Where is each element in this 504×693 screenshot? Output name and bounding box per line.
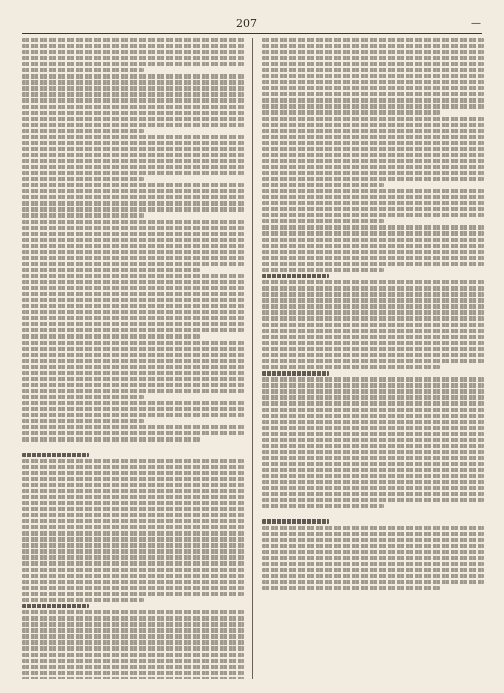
text-line [22, 665, 244, 669]
text-line [22, 195, 244, 199]
running-header [22, 16, 482, 30]
text-line [22, 322, 244, 326]
text-line [22, 310, 244, 314]
text-line [262, 238, 484, 242]
paragraph [22, 341, 244, 399]
text-line [262, 195, 484, 199]
text-line [262, 504, 384, 508]
text-line [22, 598, 144, 602]
text-line [262, 580, 484, 584]
text-line [22, 220, 244, 224]
text-line [22, 316, 244, 320]
text-line [22, 129, 144, 133]
text-line [22, 213, 144, 217]
text-line [22, 268, 200, 272]
text-line [262, 395, 484, 399]
paragraph [22, 604, 244, 679]
paragraph [22, 274, 244, 339]
left-article [22, 604, 244, 679]
text-line [262, 365, 440, 369]
text-line [262, 129, 484, 133]
paragraph [22, 38, 244, 72]
text-line [262, 298, 484, 302]
text-line [262, 444, 484, 448]
text-line [22, 244, 244, 248]
text-line [262, 86, 484, 90]
text-line [262, 207, 484, 211]
text-line [262, 62, 484, 66]
paragraph [262, 225, 484, 271]
text-line [262, 123, 484, 127]
text-line [262, 329, 484, 333]
text-line [262, 486, 484, 490]
text-line [262, 135, 484, 139]
text-line [262, 574, 484, 578]
text-line [262, 280, 484, 284]
text-line [22, 616, 244, 620]
text-line [262, 468, 484, 472]
text-line [22, 262, 244, 266]
text-line [22, 459, 244, 463]
text-line [22, 250, 244, 254]
text-line [22, 610, 244, 614]
text-line [22, 507, 244, 511]
right-article [262, 519, 484, 599]
text-line [262, 438, 484, 442]
text-line [262, 347, 484, 351]
text-line [22, 371, 244, 375]
text-line [262, 426, 484, 430]
text-line [22, 477, 244, 481]
text-line [22, 407, 244, 411]
text-line [22, 171, 244, 175]
text-line [22, 298, 244, 302]
text-line [262, 159, 484, 163]
text-line [22, 256, 244, 260]
text-line [22, 513, 244, 517]
text-line [262, 538, 484, 542]
text-line [22, 304, 244, 308]
text-line [22, 44, 244, 48]
text-line [262, 50, 484, 54]
text-line [22, 671, 244, 675]
paragraph [22, 183, 244, 217]
text-line [262, 556, 484, 560]
text-line [262, 568, 484, 572]
text-line [22, 383, 244, 387]
text-line [262, 544, 484, 548]
left-article [22, 38, 244, 399]
text-line [22, 431, 244, 435]
text-line [22, 525, 244, 529]
text-line [22, 328, 244, 332]
text-line [22, 80, 244, 84]
text-line [22, 568, 244, 572]
header-mark: — [471, 17, 482, 29]
paragraph [22, 74, 244, 132]
text-line [22, 135, 244, 139]
text-line [22, 519, 244, 523]
article-signature [262, 592, 482, 599]
text-line [262, 250, 484, 254]
text-line [262, 141, 484, 145]
text-line [262, 74, 484, 78]
text-line [262, 383, 484, 387]
text-line [262, 165, 484, 169]
text-line [22, 555, 244, 559]
text-line [22, 419, 144, 423]
text-line [262, 153, 484, 157]
text-line [22, 147, 244, 151]
text-line [22, 471, 244, 475]
article-heading [262, 371, 329, 376]
text-line [262, 98, 484, 102]
text-line [262, 316, 484, 320]
paragraph [22, 401, 244, 423]
text-line [22, 341, 244, 345]
text-line [22, 401, 244, 405]
text-line [22, 50, 244, 54]
text-line [22, 117, 244, 121]
text-line [262, 341, 484, 345]
article-heading [22, 453, 89, 458]
article-signature [22, 444, 242, 451]
text-line [22, 292, 244, 296]
text-line [22, 437, 200, 441]
text-line [22, 274, 244, 278]
text-line [262, 213, 484, 217]
text-line [22, 543, 244, 547]
text-line [262, 244, 484, 248]
paragraph [22, 425, 244, 441]
text-line [22, 389, 244, 393]
right-article [262, 38, 484, 272]
text-line [262, 401, 484, 405]
text-line [262, 414, 484, 418]
text-line [22, 659, 244, 663]
text-line [262, 420, 484, 424]
text-line [22, 232, 244, 236]
text-line [22, 537, 244, 541]
paragraph [262, 274, 484, 369]
text-line [262, 268, 384, 272]
text-line [262, 492, 484, 496]
text-line [22, 286, 244, 290]
text-line [22, 56, 244, 60]
text-line [262, 323, 484, 327]
text-line [22, 38, 244, 42]
text-line [262, 38, 484, 42]
column-divider [252, 38, 253, 679]
text-line [262, 335, 484, 339]
text-line [22, 141, 244, 145]
right-article [262, 274, 484, 369]
text-line [262, 480, 484, 484]
text-line [22, 640, 244, 644]
text-line [262, 117, 484, 121]
text-line [22, 377, 244, 381]
paragraph [262, 519, 484, 590]
text-line [262, 462, 484, 466]
text-line [22, 359, 244, 363]
text-line [22, 68, 144, 72]
text-line [262, 171, 484, 175]
text-line [262, 147, 484, 151]
text-line [262, 183, 384, 187]
text-line [262, 432, 484, 436]
text-line [262, 532, 484, 536]
text-line [262, 456, 484, 460]
text-line [22, 495, 244, 499]
text-line [22, 165, 244, 169]
text-line [22, 622, 244, 626]
text-line [262, 56, 484, 60]
text-line [22, 105, 244, 109]
text-line [22, 111, 244, 115]
text-line [22, 549, 244, 553]
text-line [262, 231, 484, 235]
paragraph [22, 453, 244, 602]
paragraph [262, 189, 484, 223]
text-line [262, 286, 484, 290]
text-line [262, 110, 440, 114]
text-line [262, 450, 484, 454]
text-line [262, 80, 484, 84]
text-line [262, 359, 484, 363]
text-line [262, 104, 484, 108]
text-line [22, 74, 244, 78]
text-line [262, 262, 484, 266]
text-line [22, 92, 244, 96]
text-line [22, 226, 244, 230]
text-line [262, 586, 440, 590]
text-line [262, 389, 484, 393]
text-line [22, 280, 244, 284]
text-line [262, 44, 484, 48]
text-line [262, 474, 484, 478]
text-line [22, 531, 244, 535]
text-line [22, 98, 244, 102]
paragraph [22, 135, 244, 181]
text-line [22, 183, 244, 187]
paragraph [262, 38, 484, 115]
text-line [262, 292, 484, 296]
article-heading [22, 604, 89, 609]
paragraph [22, 220, 244, 272]
text-line [262, 92, 484, 96]
text-line [262, 526, 484, 530]
text-line [22, 483, 244, 487]
text-line [262, 408, 484, 412]
header-rule [22, 33, 482, 34]
text-line [22, 334, 200, 338]
text-line [22, 592, 244, 596]
text-line [22, 634, 244, 638]
text-line [22, 347, 244, 351]
left-article [22, 401, 244, 451]
text-line [22, 238, 244, 242]
text-line [22, 201, 244, 205]
text-line [22, 123, 244, 127]
text-line [22, 677, 244, 679]
text-line [262, 219, 384, 223]
text-line [262, 377, 484, 381]
text-line [262, 304, 484, 308]
text-line [22, 586, 244, 590]
text-line [262, 562, 484, 566]
text-line [22, 425, 244, 429]
text-line [262, 256, 484, 260]
text-line [22, 646, 244, 650]
text-line [262, 310, 484, 314]
text-line [22, 574, 244, 578]
text-line [22, 653, 244, 657]
text-line [262, 498, 484, 502]
text-line [262, 550, 484, 554]
article-heading [262, 519, 329, 524]
left-article [22, 453, 244, 602]
text-line [22, 207, 244, 211]
text-line [22, 628, 244, 632]
text-line [22, 465, 244, 469]
article-signature [262, 510, 482, 517]
text-line [22, 561, 244, 565]
text-line [22, 489, 244, 493]
text-line [22, 501, 244, 505]
page-number: 207 [236, 16, 257, 30]
text-line [262, 353, 484, 357]
paragraph [262, 117, 484, 188]
text-line [22, 413, 244, 417]
text-line [262, 201, 484, 205]
text-line [262, 177, 484, 181]
left-column [22, 38, 244, 679]
text-line [262, 225, 484, 229]
text-line [22, 177, 144, 181]
text-line [22, 353, 244, 357]
text-line [22, 189, 244, 193]
right-article [262, 371, 484, 517]
text-line [262, 68, 484, 72]
text-line [262, 189, 484, 193]
text-line [22, 159, 244, 163]
text-line [22, 395, 144, 399]
paragraph [262, 371, 484, 508]
text-line [22, 86, 244, 90]
right-column [262, 38, 484, 679]
text-line [22, 62, 244, 66]
article-heading [262, 274, 329, 279]
text-line [22, 365, 244, 369]
text-line [22, 153, 244, 157]
text-line [22, 580, 244, 584]
